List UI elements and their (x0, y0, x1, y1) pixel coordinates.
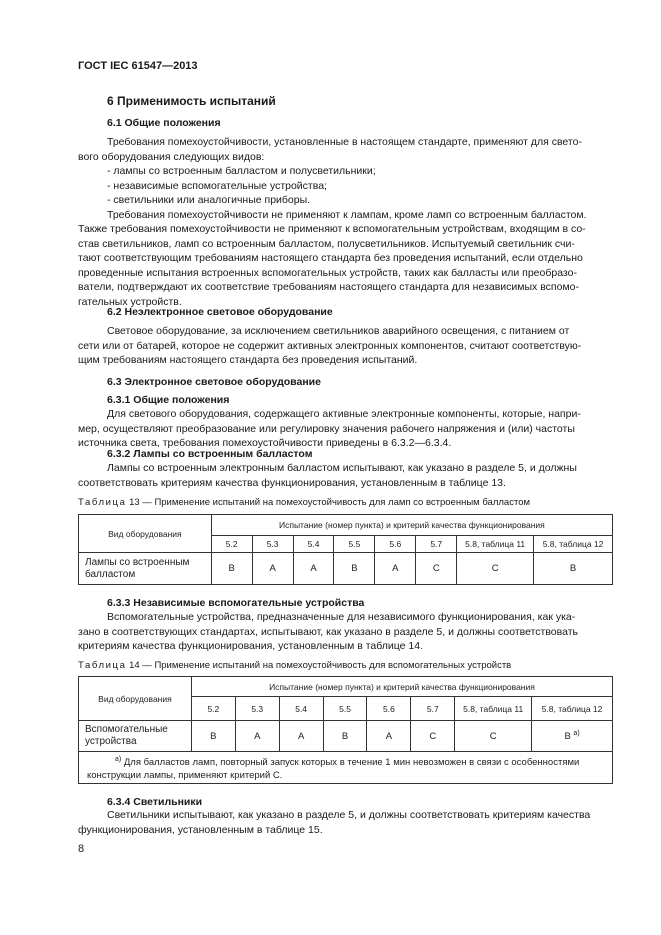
text-line: источника света, требования помехоустойчивости приведены в 6.3.2—6.3.4. (78, 437, 452, 449)
text-line: проведенные испытания встроенных вспомогательных устройств, таких как балласты или преобразо- (78, 266, 577, 279)
table-13-col: 5.4 (293, 536, 334, 553)
table-13-col: 5.7 (416, 536, 457, 553)
table-cell: B (323, 721, 367, 752)
table-13-col: 5.2 (211, 536, 252, 553)
section-6-3-4-para (78, 808, 614, 837)
table-cell: A (279, 721, 323, 752)
table-14-col: 5.5 (323, 697, 367, 721)
text-line: Требования помехоустойчивости не применяют к лампам, кроме ламп со встроенным балластом. (107, 208, 587, 221)
text-line: Светильники испытывают, как указано в разделе 5, и должны соответствовать критериям качества (107, 809, 591, 821)
table-13-caption (78, 497, 530, 508)
table-14-col: 5.3 (235, 697, 279, 721)
text-line: функционирования, установленным в таблице 15. (78, 823, 323, 836)
text-line: Для светового оборудования, содержащего активные электронные компоненты, которые, напри- (107, 408, 581, 420)
list-item: - независимые вспомогательные устройства; (107, 179, 327, 192)
section-6-3-2-title: 6.3.2 Лампы со встроенным балластом (107, 448, 313, 460)
table-13 (78, 514, 613, 585)
table-14-col: 5.8, таблица 11 (455, 697, 532, 721)
table-cell: B (534, 553, 613, 585)
table-14-header-group: Испытание (номер пункта) и критерий качества функционирования (191, 677, 612, 697)
text-line: Световое оборудование, за исключением светильников аварийного освещения, с питанием от (107, 325, 570, 337)
table-14-col: 5.2 (191, 697, 235, 721)
table-cell: B (334, 553, 375, 585)
table-cell: A (252, 553, 293, 585)
table-cell: C (457, 553, 534, 585)
section-6-3-title: 6.3 Электронное световое оборудование (107, 376, 321, 388)
table-cell: C (416, 553, 457, 585)
footnote-text: Для балластов ламп, повторный запуск которых в течение 1 мин невозможен в связи с особенностями конструкции лампы, применяют критерий C. (87, 757, 580, 782)
table-14-caption (78, 660, 511, 671)
table-13-col: 5.8, таблица 11 (457, 536, 534, 553)
table-13-col: 5.8, таблица 12 (534, 536, 613, 553)
cell-value: B (564, 731, 571, 743)
section-6-1-title: 6.1 Общие положения (107, 117, 221, 129)
section-6-2-title: 6.2 Неэлектронное световое оборудование (107, 306, 333, 318)
table-14-footnote (79, 752, 613, 784)
table-13-col: 5.3 (252, 536, 293, 553)
table-14-col: 5.4 (279, 697, 323, 721)
section-6-2-para (78, 324, 614, 368)
footnote-ref: a) (573, 729, 580, 737)
table-cell: C (455, 721, 532, 752)
text-line: став светильников, ламп со встроенным балластом, полусветильников. Испытуемый светильник счи- (78, 237, 575, 250)
section-6-1-para1 (78, 135, 614, 309)
section-6-3-2-para (78, 461, 614, 490)
table-cell: B (211, 553, 252, 585)
standard-header: ГОСТ IEC 61547—2013 (78, 60, 198, 72)
section-6-title: 6 Применимость испытаний (107, 94, 276, 108)
text-line: ватели, подтверждают их соответствие требованиям настоящего стандарта для независимых вспомо- (78, 281, 580, 293)
table-13-col: 5.6 (375, 536, 416, 553)
section-6-3-3-para (78, 610, 614, 654)
table-13-header-equipment: Вид оборудования (79, 515, 212, 553)
table-13-col: 5.5 (334, 536, 375, 553)
page-number: 8 (78, 843, 85, 855)
text-line: вого оборудования следующих видов: (78, 150, 265, 163)
table-label: Таблица (78, 497, 127, 508)
text-line: критериям качества функционирования, установленным в таблице 14. (78, 640, 424, 652)
section-6-3-4-title: 6.3.4 Светильники (107, 796, 203, 808)
text-line: зано в соответствующих стандартах, испытывают, как указано в разделе 5, и должны соответствовать (78, 625, 578, 638)
text-line: Требования помехоустойчивости, установленные в настоящем стандарте, применяют для свето- (107, 136, 582, 148)
text-line: мер, осуществляют преобразование или регулировку значения рабочего напряжения и (или) частоты (78, 422, 575, 435)
text-line: соответствовать критериям качества функционирования, установленным в таблице 13. (78, 476, 506, 489)
table-cell: A (293, 553, 334, 585)
footnote-mark: a) (115, 755, 122, 763)
table-cell: C (411, 721, 455, 752)
table-cell: A (367, 721, 411, 752)
text-line: гательных устройств. (78, 295, 182, 308)
list-item: - лампы со встроенным балластом и полусветильники; (107, 165, 376, 177)
table-14-col: 5.8, таблица 12 (532, 697, 613, 721)
table-13-row-label: Лампы со встроенным балластом (79, 553, 212, 585)
table-label: Таблица (78, 660, 127, 671)
table-14-header-equipment: Вид оборудования (79, 677, 192, 721)
table-cell: A (235, 721, 279, 752)
table-14-col: 5.6 (367, 697, 411, 721)
list-item: - светильники или аналогичные приборы. (107, 194, 311, 206)
table-14-col: 5.7 (411, 697, 455, 721)
section-6-3-1-title: 6.3.1 Общие положения (107, 394, 230, 406)
table-caption-text: 13 — Применение испытаний на помехоустойчивость для ламп со встроенным балластом (129, 497, 531, 508)
table-cell: A (375, 553, 416, 585)
table-13-header-group: Испытание (номер пункта) и критерий качества функционирования (211, 515, 612, 536)
section-6-3-3-title: 6.3.3 Независимые вспомогательные устройства (107, 597, 365, 609)
section-6-3-1-para (78, 407, 614, 451)
table-14-row-label: Вспомогательные устройства (79, 721, 192, 752)
text-line: сети или от батарей, которое не содержит активных электронных компонентов, считают соответствую- (78, 339, 582, 352)
table-cell-last (532, 721, 613, 752)
table-14 (78, 676, 613, 784)
text-line: Также требования помехоустойчивости не применяют к вспомогательным устройствам, входящим в со- (78, 223, 586, 235)
text-line: тают соответствующим требованиям настоящего стандарта без проведения испытаний, если отдельно (78, 252, 583, 264)
table-cell: B (191, 721, 235, 752)
text-line: Вспомогательные устройства, предназначенные для независимого функционирования, как ука- (107, 611, 576, 623)
text-line: Лампы со встроенным электронным балластом испытывают, как указано в разделе 5, и должны (107, 462, 577, 474)
table-caption-text: 14 — Применение испытаний на помехоустойчивость для вспомогательных устройств (129, 660, 512, 671)
text-line: щим требованиям настоящего стандарта без проведения испытаний. (78, 354, 418, 366)
